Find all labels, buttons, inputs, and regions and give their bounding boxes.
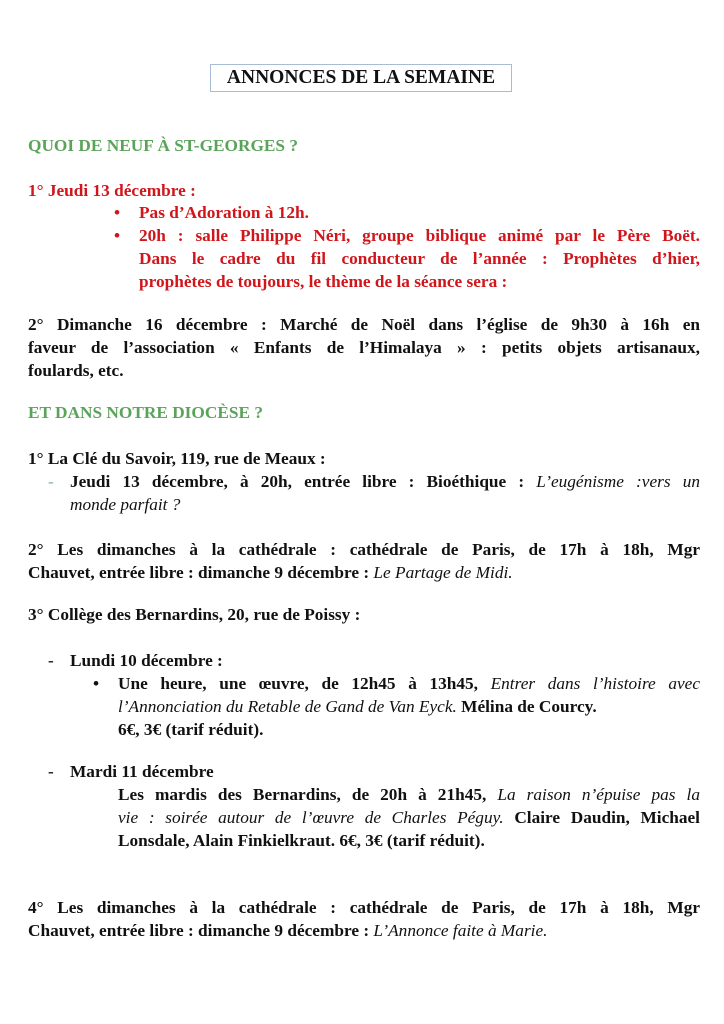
item-label-bernardins: 3° Collège des Bernardins, 20, rue de Poissy : [28, 605, 361, 624]
list-item-continuation [90, 247, 700, 270]
section-heading-st-georges: QUOI DE NEUF À ST-GEORGES ? [28, 136, 298, 155]
event-name: Les mardis des Bernardins, de 20h à 21h45, [118, 785, 487, 804]
item-label-jeudi: 1° Jeudi 13 décembre : [28, 181, 196, 200]
item-marche-noel [28, 313, 700, 382]
bullet-text: Pas d’Adoration à 12h. [139, 203, 309, 222]
paragraph-line: 2° Les dimanches à la cathédrale : cathédrale de Paris, de 17h à 18h, Mgr [28, 540, 700, 559]
lundi-line [118, 672, 700, 695]
bullet-icon: • [114, 203, 121, 222]
bioethique-bold: Jeudi 13 décembre, à 20h, entrée libre : Bioéthique : [70, 472, 525, 491]
mardi-line [118, 806, 700, 829]
speakers-cont: Lonsdale, Alain Finkielkraut. 6€, 3€ (tarif réduit). [118, 831, 485, 850]
paragraph-line: foulards, etc. [28, 361, 124, 380]
paragraph-line-bold: Chauvet, entrée libre : dimanche 9 décembre : [28, 563, 370, 582]
lundi-label: Lundi 10 décembre : [70, 651, 223, 670]
mardi-label: Mardi 11 décembre [70, 762, 214, 781]
item-label-cle-du-savoir: 1° La Clé du Savoir, 119, rue de Meaux : [28, 449, 326, 468]
item-cathedrale-2 [28, 896, 700, 942]
event-title-cont: l’Annonciation du Retable de Gand de Van Eyck. [118, 697, 457, 716]
paragraph-line: 4° Les dimanches à la cathédrale : cathédrale de Paris, de 17h à 18h, Mgr [28, 898, 700, 917]
item-cathedrale-1 [28, 538, 700, 584]
work-title: L’Annonce faite à Marie. [373, 921, 548, 940]
bernardins-lundi [28, 649, 700, 744]
mardi-line [118, 783, 700, 806]
bullet-text: 20h : salle Philippe Néri, groupe biblique animé par le Père Boët. [139, 226, 700, 245]
event-title: Entrer dans l’histoire avec [490, 674, 700, 693]
st-georges-bullets [90, 201, 700, 293]
paragraph-line-bold: Chauvet, entrée libre : dimanche 9 décembre : [28, 921, 370, 940]
section-heading-diocese: ET DANS NOTRE DIOCÈSE ? [28, 403, 263, 422]
work-title: Le Partage de Midi. [373, 563, 513, 582]
price: 6€, 3€ (tarif réduit). [118, 720, 264, 739]
bullet-icon: • [93, 674, 100, 693]
bullet-text: prophètes de toujours, le thème de la séance sera : [139, 272, 508, 291]
list-item-continuation [90, 270, 700, 293]
dash-icon: - [48, 472, 54, 491]
event-name: Une heure, une œuvre, de 12h45 à 13h45, [118, 674, 478, 693]
bioethique-title: L’eugénisme :vers un [536, 472, 700, 491]
page-title: ANNONCES DE LA SEMAINE [210, 64, 512, 92]
speaker: Mélina de Courcy. [461, 697, 597, 716]
list-item [90, 224, 700, 247]
dash-icon: - [48, 762, 54, 781]
event-title: La raison n’épuise pas la [497, 785, 701, 804]
speakers: Claire Daudin, Michael [514, 808, 700, 827]
bullet-icon: • [114, 226, 121, 245]
event-title-cont: vie : soirée autour de l’œuvre de Charles Péguy. [118, 808, 504, 827]
paragraph-line: 2° Dimanche 16 décembre : Marché de Noël dans l’église de 9h30 à 16h en [28, 315, 700, 334]
bullet-text: Dans le cadre du fil conducteur de l’année : Prophètes d’hier, [139, 249, 700, 268]
bioethique-title-cont: monde parfait ? [70, 495, 181, 514]
paragraph-line: faveur de l’association « Enfants de l’Himalaya » : petits objets artisanaux, [28, 338, 700, 357]
item-bioethique [28, 470, 700, 516]
list-item [90, 201, 700, 224]
dash-icon: - [48, 651, 54, 670]
bioethique-line [70, 470, 700, 493]
bernardins-mardi [28, 760, 700, 855]
